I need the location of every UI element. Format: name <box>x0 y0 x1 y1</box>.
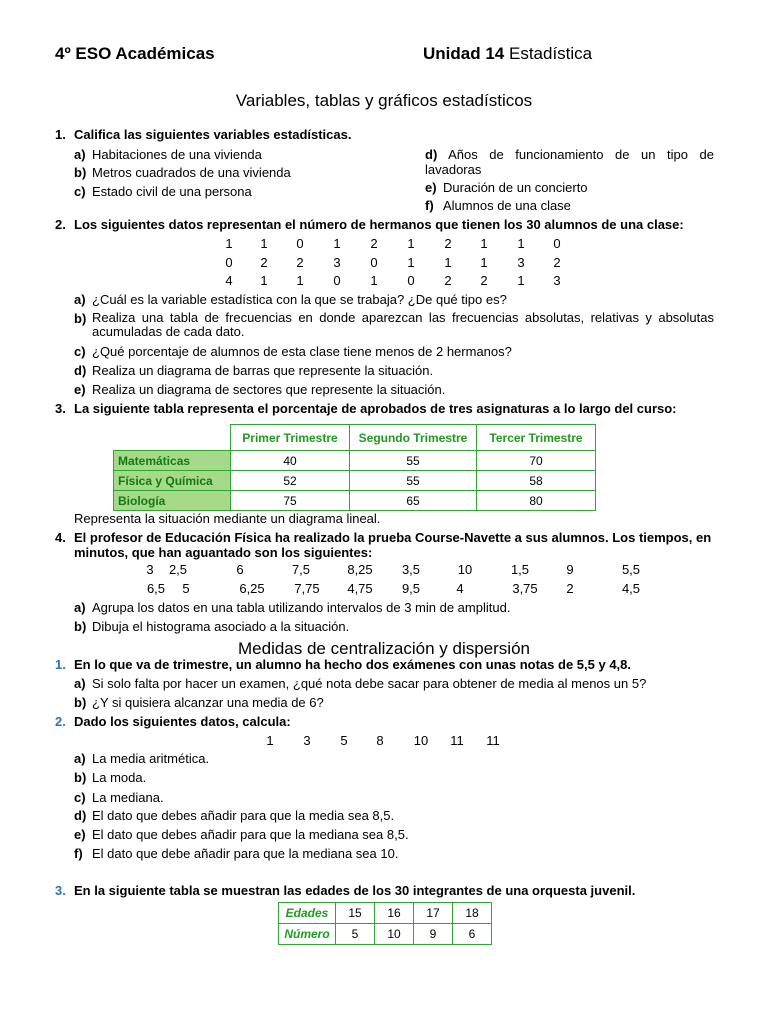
list-item: d) El dato que debes añadir para que la media sea 8,5. <box>74 808 395 823</box>
table-row: Edades 15 16 17 18 <box>279 903 492 924</box>
list-item: a) Habitaciones de una vivienda <box>74 147 262 162</box>
unit-name: Estadística <box>508 44 593 63</box>
list-item: e) Realiza un diagrama de sectores que represente la situación. <box>74 382 446 397</box>
table-header: Primer Trimestre <box>231 425 350 451</box>
section-title-2: Medidas de centralización y dispersión <box>238 639 530 658</box>
table-row: Biología 75 65 80 <box>114 491 596 511</box>
question-number: 2. <box>55 217 66 232</box>
question-text: La siguiente tabla representa el porcentaje de aprobados de tres asignaturas a lo largo del curso: <box>74 401 677 416</box>
list-item: b) Dibuja el histograma asociado a la situación. <box>74 619 350 634</box>
list-item: a) La media aritmética. <box>74 751 210 766</box>
list-item: b) La moda. <box>74 770 147 785</box>
table-header: Segundo Trimestre <box>350 425 477 451</box>
list-item: e) El dato que debes añadir para que la mediana sea 8,5. <box>74 827 409 842</box>
list-item: b) Metros cuadrados de una vivienda <box>74 165 291 180</box>
grades-table <box>113 424 596 511</box>
table-row: Número 5 10 9 6 <box>279 924 492 945</box>
question-number: 2. <box>55 714 66 729</box>
table-header: Tercer Trimestre <box>477 425 596 451</box>
course-title: 4º ESO Académicas <box>55 44 215 63</box>
question-number: 1. <box>55 657 66 672</box>
list-item: c) ¿Qué porcentaje de alumnos de esta clase tiene menos de 2 hermanos? <box>74 344 512 359</box>
section-title-1: Variables, tablas y gráficos estadísticos <box>235 91 533 110</box>
question-number: 1. <box>55 127 66 142</box>
list-item: a) ¿Cuál es la variable estadística con la que se trabaja? ¿De qué tipo es? <box>74 292 507 307</box>
question-text: Califica las siguientes variables estadísticas. <box>74 127 352 142</box>
list-item: b) ¿Y si quisiera alcanzar una media de 6? <box>74 695 324 710</box>
table-row: Matemáticas 40 55 70 <box>114 451 596 471</box>
question-text: En la siguiente tabla se muestran las edades de los 30 integrantes de una orquesta juvenil. <box>74 883 636 898</box>
question-number: 3. <box>55 401 66 416</box>
question-text: El profesor de Educación Física ha realizado la prueba Course-Navette a sus alumnos. Los tiempos, en <box>74 530 712 545</box>
list-item: f) El dato que debe añadir para que la mediana sea 10. <box>74 846 399 861</box>
unit-heading <box>423 44 592 64</box>
list-item: a) Si solo falta por hacer un examen, ¿qué nota debe sacar para obtener de media al menos un 5? <box>74 676 647 691</box>
list-item: c) La mediana. <box>74 790 164 805</box>
question-number: 4. <box>55 530 66 545</box>
question-number: 3. <box>55 883 66 898</box>
list-item: a) Agrupa los datos en una tabla utilizando intervalos de 3 min de amplitud. <box>74 600 511 615</box>
question-text: Los siguientes datos representan el número de hermanos que tienen los 30 alumnos de una clase: <box>74 217 684 232</box>
list-item: b) Realiza una tabla de frecuencias en donde aparezcan las frecuencias absolutas, relativas y absolutas acumuladas de cada dato. <box>74 310 714 339</box>
ages-table <box>278 902 492 945</box>
list-item: d) Realiza un diagrama de barras que represente la situación. <box>74 363 434 378</box>
question-text: En lo que va de trimestre, un alumno ha hecho dos exámenes con unas notas de 5,5 y 4,8. <box>74 657 632 672</box>
question-text: minutos, que han aguantado son los siguientes: <box>74 545 373 560</box>
list-item: d) Años de funcionamiento de un tipo de lavadoras <box>425 147 714 177</box>
table-row: Física y Química 52 55 58 <box>114 471 596 491</box>
question-note: Representa la situación mediante un diagrama lineal. <box>74 511 381 526</box>
list-item: f) Alumnos de una clase <box>425 198 571 213</box>
list-item: c) Estado civil de una persona <box>74 184 252 199</box>
unit-label: Unidad 14 <box>423 44 505 63</box>
list-item: e) Duración de un concierto <box>425 180 588 195</box>
question-text: Dado los siguientes datos, calcula: <box>74 714 291 729</box>
